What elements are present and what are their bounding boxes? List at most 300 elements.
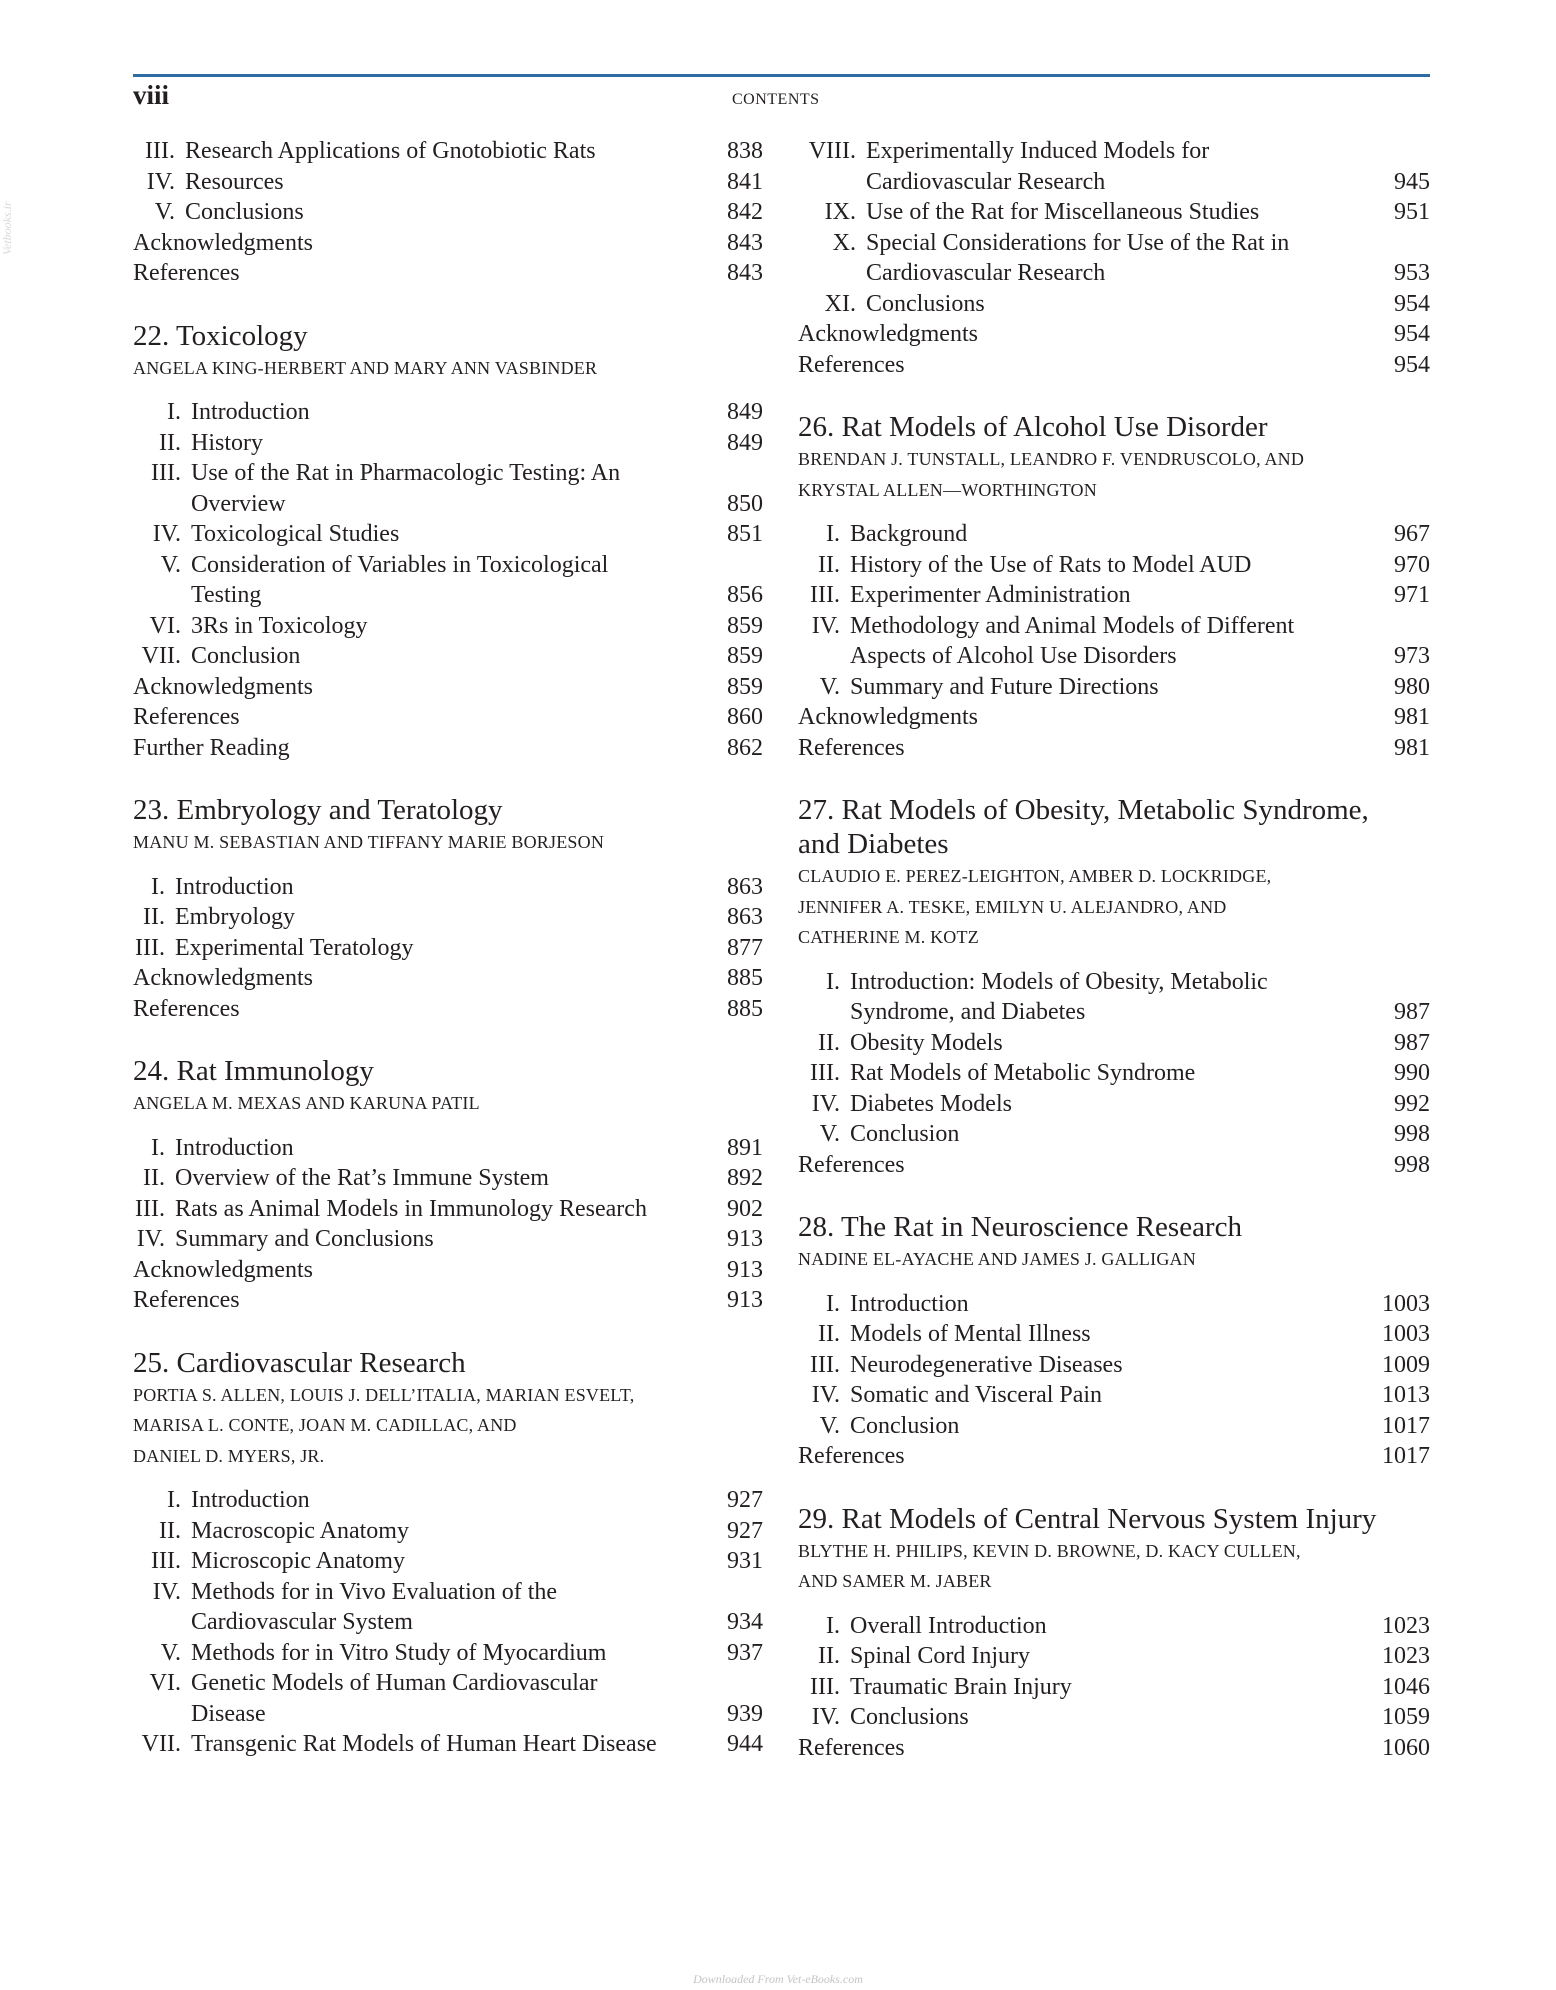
chapter-authors (798, 861, 1430, 953)
toc-entry[interactable] (133, 1224, 763, 1255)
author-line: DANIEL D. MYERS, JR. (133, 1445, 325, 1466)
entry-title: Genetic Models of Human Cardiovascular (191, 1670, 598, 1696)
page-number: 1059 (1382, 1704, 1430, 1730)
page-number: 927 (727, 1487, 763, 1513)
entry-list (798, 1289, 1430, 1492)
roman-numeral: III. (151, 460, 181, 486)
entry-title: Conclusions (850, 1704, 969, 1730)
toc-entry[interactable] (798, 1733, 1430, 1764)
page-number: 885 (727, 995, 763, 1022)
entry-title: References (798, 1734, 905, 1761)
roman-numeral: IX. (824, 199, 856, 225)
page-number: 842 (727, 199, 763, 225)
entry-title: Introduction: Models of Obesity, Metabolic (850, 968, 1268, 995)
page-number: 913 (727, 1226, 763, 1252)
toc-entry[interactable] (133, 1163, 763, 1194)
page-number: 892 (727, 1165, 763, 1191)
roman-numeral: III. (810, 1673, 840, 1700)
entry-title: Use of the Rat in Pharmacologic Testing: An (191, 460, 621, 486)
left-column (133, 136, 763, 1780)
roman-numeral: IV. (136, 1226, 165, 1252)
chapter-title[interactable]: 23. Embryology and Teratology (133, 794, 503, 826)
section-gap (798, 1472, 1430, 1492)
page-number: 1023 (1382, 1643, 1430, 1669)
toc-entry[interactable] (798, 319, 1430, 350)
toc-entry[interactable] (798, 1672, 1430, 1703)
header-rule (133, 74, 1430, 77)
roman-numeral: V. (819, 1121, 840, 1147)
entry-title: Transgenic Rat Models of Human Heart Disease (191, 1731, 657, 1757)
entry-title-continued: Cardiovascular Research (866, 260, 1106, 286)
chapter-title[interactable]: 29. Rat Models of Central Nervous System Injury (798, 1502, 1377, 1535)
toc-entry[interactable] (133, 397, 763, 428)
toc-entry[interactable] (133, 1729, 763, 1760)
entry-title: Introduction (191, 399, 310, 425)
entry-title: Consideration of Variables in Toxicological (191, 551, 609, 578)
chapter-authors: ANGELA KING-HERBERT AND MARY ANN VASBINDER (133, 357, 598, 378)
roman-numeral: IV. (146, 168, 175, 195)
toc-entry[interactable] (133, 167, 763, 198)
chapter-authors: MANU M. SEBASTIAN AND TIFFANY MARIE BORJESON (133, 832, 605, 852)
page-number: 927 (727, 1517, 763, 1544)
chapter-title[interactable] (798, 793, 1430, 861)
page-number: 967 (1394, 521, 1430, 547)
toc-entry[interactable] (133, 1133, 763, 1164)
entry-title: Background (850, 521, 968, 547)
entry-list (133, 872, 763, 1045)
entry-title: Conclusion (191, 643, 301, 669)
roman-numeral: V. (160, 551, 181, 578)
toc-entry[interactable] (133, 1668, 763, 1729)
entry-title: Introduction (850, 1290, 969, 1317)
toc-entry[interactable] (798, 519, 1430, 550)
section-gap (133, 763, 763, 783)
toc-entry[interactable] (798, 580, 1430, 611)
page-number: 891 (727, 1134, 763, 1161)
roman-numeral: V. (160, 1639, 181, 1666)
toc-entry[interactable] (133, 258, 763, 289)
page-number: 934 (727, 1609, 763, 1635)
entry-title: Methods for in Vivo Evaluation of the (191, 1578, 558, 1605)
page-number: 970 (1394, 551, 1430, 578)
section-gap (798, 763, 1430, 783)
toc-entry[interactable] (798, 289, 1430, 320)
page-number: 954 (1394, 321, 1430, 347)
entry-title: Acknowledgments (798, 704, 978, 730)
page-number: 1013 (1382, 1382, 1430, 1408)
entry-title: Use of the Rat for Miscellaneous Studies (866, 199, 1260, 225)
roman-numeral: I. (151, 1134, 165, 1161)
page-number: 863 (727, 904, 763, 930)
roman-numeral: I. (826, 521, 840, 547)
section-gap (133, 1760, 763, 1780)
toc-entry[interactable] (798, 197, 1430, 228)
entry-list (798, 519, 1430, 783)
author-line: CATHERINE M. KOTZ (798, 927, 979, 947)
page-number: 860 (727, 704, 763, 730)
chapter-28 (798, 1210, 1430, 1492)
toc-entry[interactable] (133, 1638, 763, 1669)
chapter-23 (133, 793, 763, 1044)
section-gap (133, 289, 763, 309)
toc-entry[interactable] (798, 1119, 1430, 1150)
toc-entry[interactable] (133, 458, 763, 519)
roman-numeral: VI. (149, 612, 181, 639)
entry-title: References (133, 704, 240, 730)
entry-title: Neurodegenerative Diseases (850, 1351, 1123, 1378)
entry-title-continued: Syndrome, and Diabetes (850, 999, 1086, 1025)
toc-entry[interactable] (798, 228, 1430, 289)
entry-title: History (191, 429, 263, 456)
page-number: 838 (727, 138, 763, 164)
watermark: Vetbooks.ir (0, 201, 14, 255)
toc-entry[interactable] (133, 1516, 763, 1547)
toc-entry[interactable] (798, 702, 1430, 733)
entry-title-continued: Cardiovascular Research (866, 168, 1106, 195)
roman-numeral: V. (819, 1412, 840, 1439)
toc-entry[interactable] (133, 902, 763, 933)
toc-entry[interactable] (133, 197, 763, 228)
entry-title: Introduction (175, 873, 294, 900)
entry-title: Research Applications of Gnotobiotic Rats (185, 138, 596, 164)
entry-title: References (133, 1287, 240, 1313)
entry-title: Further Reading (133, 734, 290, 761)
toc-entry[interactable] (133, 702, 763, 733)
page-number: 843 (727, 260, 763, 286)
toc-entry[interactable] (798, 350, 1430, 381)
page-number: 951 (1394, 199, 1430, 225)
toc-entry[interactable] (798, 1641, 1430, 1672)
roman-numeral: II. (159, 1517, 181, 1544)
toc-entry[interactable] (133, 136, 763, 167)
author-line: MARISA L. CONTE, JOAN M. CADILLAC, AND (133, 1415, 517, 1435)
page-number: 1003 (1382, 1290, 1430, 1317)
entry-title: Acknowledgments (798, 321, 978, 347)
page-number: 973 (1394, 643, 1430, 669)
entry-title: History of the Use of Rats to Model AUD (850, 551, 1252, 578)
toc-entry[interactable] (798, 1380, 1430, 1411)
roman-numeral: X. (832, 229, 856, 256)
section-gap (798, 380, 1430, 400)
toc-entry[interactable] (133, 733, 763, 764)
entry-title: Overview of the Rat’s Immune System (175, 1165, 549, 1191)
chapter-25 (133, 1346, 763, 1780)
chapter-title[interactable]: 25. Cardiovascular Research (133, 1346, 466, 1379)
entry-title: Rats as Animal Models in Immunology Research (175, 1195, 647, 1222)
page-number: 998 (1394, 1121, 1430, 1147)
roman-numeral: IV. (152, 1578, 181, 1605)
chapter-27 (798, 793, 1430, 1200)
author-line: JENNIFER A. TESKE, EMILYN U. ALEJANDRO, AND (798, 896, 1227, 917)
roman-numeral: VI. (149, 1670, 181, 1696)
toc-entry[interactable] (133, 611, 763, 642)
toc-entry[interactable] (133, 1255, 763, 1286)
page-number: 981 (1394, 704, 1430, 730)
chapter-title[interactable]: 28. The Rat in Neuroscience Research (798, 1211, 1242, 1243)
roman-numeral: I. (167, 1487, 181, 1513)
roman-numeral: III. (145, 138, 175, 164)
page-number: 849 (727, 429, 763, 456)
toc-entry[interactable] (133, 519, 763, 550)
entry-title: Introduction (191, 1487, 310, 1513)
entry-title-continued: Testing (191, 582, 262, 608)
entry-title: Summary and Conclusions (175, 1226, 434, 1252)
footer-note: Downloaded From Vet-eBooks.com (693, 1972, 863, 1986)
section-gap (798, 1763, 1430, 1783)
page-number: 1017 (1382, 1443, 1430, 1469)
entry-title: Methods for in Vitro Study of Myocardium (191, 1639, 607, 1666)
prelude-list (133, 136, 763, 309)
entry-title: Acknowledgments (133, 965, 313, 991)
roman-numeral: III. (151, 1548, 181, 1574)
chapter-authors: ANGELA M. MEXAS AND KARUNA PATIL (133, 1093, 480, 1113)
toc-entry[interactable] (133, 428, 763, 459)
entry-list (798, 1611, 1430, 1784)
running-head: CONTENTS (732, 91, 820, 108)
section-gap (133, 1024, 763, 1044)
chapter-authors: NADINE EL-AYACHE AND JAMES J. GALLIGAN (798, 1249, 1196, 1269)
page-number: 954 (1394, 351, 1430, 378)
roman-numeral: XI. (824, 290, 856, 317)
toc-entry[interactable] (798, 1411, 1430, 1442)
roman-numeral: II. (159, 429, 181, 456)
roman-numeral: III. (135, 934, 165, 961)
entry-title-continued: Disease (191, 1700, 266, 1727)
entry-title: References (798, 734, 905, 761)
roman-numeral: I. (826, 1290, 840, 1317)
page-number: 885 (727, 965, 763, 991)
roman-numeral: III. (810, 1060, 840, 1086)
page-number: 939 (727, 1700, 763, 1727)
entry-title: Special Considerations for Use of the Rat in (866, 229, 1290, 256)
toc-entry[interactable] (798, 136, 1430, 197)
entry-list (133, 1485, 763, 1780)
page-number: 913 (727, 1287, 763, 1313)
page-number: 913 (727, 1256, 763, 1283)
page-number: 931 (727, 1548, 763, 1574)
chapter-authors (798, 444, 1430, 505)
right-column (798, 136, 1430, 1783)
author-line: CLAUDIO E. PEREZ-LEIGHTON, AMBER D. LOCKRIDGE, (798, 866, 1272, 886)
entry-title: Overall Introduction (850, 1612, 1047, 1639)
entry-title: Diabetes Models (850, 1090, 1012, 1117)
page-number: 859 (727, 643, 763, 669)
toc-entry[interactable] (798, 611, 1430, 672)
toc-entry[interactable] (798, 672, 1430, 703)
entry-title: Acknowledgments (133, 673, 313, 700)
toc-entry[interactable] (798, 967, 1430, 1028)
toc-entry[interactable] (133, 1577, 763, 1638)
page-number: 1023 (1382, 1612, 1430, 1639)
page-number: 849 (727, 399, 763, 425)
author-line: PORTIA S. ALLEN, LOUIS J. DELL’ITALIA, MARIAN ESVELT, (133, 1384, 635, 1405)
toc-entry[interactable] (133, 228, 763, 259)
roman-numeral: IV. (811, 612, 840, 639)
toc-entry[interactable] (798, 1028, 1430, 1059)
entry-title: Embryology (175, 904, 295, 930)
roman-numeral: VII. (141, 643, 181, 669)
entry-title: 3Rs in Toxicology (191, 612, 368, 639)
page-number: 987 (1394, 1029, 1430, 1056)
author-line: KRYSTAL ALLEN—WORTHINGTON (798, 479, 1097, 500)
page-number: 971 (1394, 582, 1430, 608)
title-line: 27. Rat Models of Obesity, Metabolic Syndrome, (798, 794, 1369, 826)
page-number: 1060 (1382, 1734, 1430, 1761)
entry-list (133, 397, 763, 783)
roman-numeral: IV. (152, 521, 181, 547)
roman-numeral: II. (818, 1029, 840, 1056)
page-number: 862 (727, 734, 763, 761)
page-number: 954 (1394, 290, 1430, 317)
page-number: 863 (727, 873, 763, 900)
roman-numeral: VII. (141, 1731, 181, 1757)
roman-numeral: II. (143, 904, 165, 930)
page-number: 945 (1394, 168, 1430, 195)
entry-title: Conclusion (850, 1121, 960, 1147)
chapter-24 (133, 1054, 763, 1336)
page-number: 851 (727, 521, 763, 547)
page-number: 998 (1394, 1151, 1430, 1178)
page-number: 902 (727, 1195, 763, 1222)
toc-entry[interactable] (798, 1058, 1430, 1089)
page-number: 990 (1394, 1060, 1430, 1086)
page-number: 981 (1394, 734, 1430, 761)
entry-title: References (133, 260, 240, 286)
page-number: 841 (727, 168, 763, 195)
author-line: BLYTHE H. PHILIPS, KEVIN D. BROWNE, D. KACY CULLEN, (798, 1540, 1301, 1561)
entry-title: Obesity Models (850, 1029, 1003, 1056)
toc-entry[interactable] (133, 1485, 763, 1516)
page-number: 944 (727, 1731, 763, 1757)
chapter-title[interactable]: 26. Rat Models of Alcohol Use Disorder (798, 411, 1268, 443)
entry-title: Spinal Cord Injury (850, 1643, 1030, 1669)
page-number: 992 (1394, 1090, 1430, 1117)
toc-entry[interactable] (798, 1441, 1430, 1472)
section-gap (798, 1180, 1430, 1200)
page-number: 877 (727, 934, 763, 961)
toc-entry[interactable] (133, 1546, 763, 1577)
toc-entry[interactable] (133, 963, 763, 994)
chapter-22 (133, 319, 763, 784)
entry-title: References (798, 351, 905, 378)
toc-entry[interactable] (798, 733, 1430, 764)
entry-title: Experimentally Induced Models for (866, 138, 1210, 164)
chapter-title[interactable]: 24. Rat Immunology (133, 1055, 374, 1087)
toc-entry[interactable] (133, 641, 763, 672)
toc-entry[interactable] (798, 1150, 1430, 1181)
entry-title: Introduction (175, 1134, 294, 1161)
roman-numeral: II. (143, 1165, 165, 1191)
page-number: 859 (727, 673, 763, 700)
entry-title: Models of Mental Illness (850, 1321, 1091, 1347)
roman-numeral: IV. (811, 1382, 840, 1408)
entry-title: References (798, 1151, 905, 1178)
author-line: AND SAMER M. JABER (798, 1571, 992, 1591)
toc-entry[interactable] (798, 1289, 1430, 1320)
roman-numeral: IV. (811, 1704, 840, 1730)
roman-numeral: II. (818, 1321, 840, 1347)
page-number: 980 (1394, 673, 1430, 700)
entry-title: Resources (185, 168, 284, 195)
entry-title: Experimenter Administration (850, 582, 1131, 608)
entry-title: Acknowledgments (133, 229, 313, 256)
roman-numeral: V. (154, 199, 175, 225)
toc-entry[interactable] (798, 1089, 1430, 1120)
toc-entry[interactable] (798, 1350, 1430, 1381)
chapter-29 (798, 1502, 1430, 1784)
page-number: 937 (727, 1639, 763, 1666)
entry-title: Traumatic Brain Injury (850, 1673, 1072, 1700)
toc-entry[interactable] (133, 872, 763, 903)
page-number: 1009 (1382, 1351, 1430, 1378)
entry-title: Experimental Teratology (175, 934, 414, 961)
toc-entry[interactable] (133, 933, 763, 964)
page-number: 856 (727, 582, 763, 608)
entry-title: Microscopic Anatomy (191, 1548, 405, 1574)
roman-numeral: I. (151, 873, 165, 900)
chapter-title[interactable]: 22. Toxicology (133, 319, 308, 352)
page-number: 1046 (1382, 1673, 1430, 1700)
toc-entry[interactable] (133, 672, 763, 703)
page-number: 850 (727, 490, 763, 517)
entry-title: Summary and Future Directions (850, 673, 1159, 700)
toc-entry[interactable] (133, 550, 763, 611)
roman-numeral: I. (167, 399, 181, 425)
entry-title: References (798, 1443, 905, 1469)
roman-numeral: I. (826, 1612, 840, 1639)
roman-numeral: III. (810, 582, 840, 608)
page-number: 987 (1394, 999, 1430, 1025)
entry-title: Macroscopic Anatomy (191, 1517, 409, 1544)
entry-title: Toxicological Studies (191, 521, 400, 547)
toc-entry[interactable] (798, 1319, 1430, 1350)
author-line: BRENDAN J. TUNSTALL, LEANDRO F. VENDRUSCOLO, AND (798, 449, 1305, 469)
toc-entry[interactable] (133, 994, 763, 1025)
toc-entry[interactable] (798, 550, 1430, 581)
entry-title-continued: Aspects of Alcohol Use Disorders (850, 643, 1177, 669)
entry-title-continued: Overview (191, 490, 286, 517)
roman-numeral: III. (810, 1351, 840, 1378)
entry-title: Acknowledgments (133, 1256, 313, 1283)
entry-list (798, 967, 1430, 1201)
page-number: 1003 (1382, 1321, 1430, 1347)
toc-entry[interactable] (798, 1702, 1430, 1733)
roman-numeral: V. (819, 673, 840, 700)
roman-numeral: I. (826, 968, 840, 995)
entry-title: References (133, 995, 240, 1022)
entry-title: Somatic and Visceral Pain (850, 1382, 1103, 1408)
toc-entry[interactable] (798, 1611, 1430, 1642)
roman-numeral: II. (818, 551, 840, 578)
page-number: 843 (727, 229, 763, 256)
section-gap (133, 1316, 763, 1336)
page-number: 953 (1394, 260, 1430, 286)
entry-title: Rat Models of Metabolic Syndrome (850, 1060, 1196, 1086)
prelude-list (798, 136, 1430, 400)
toc-entry[interactable] (133, 1194, 763, 1225)
entry-title: Methodology and Animal Models of Different (850, 612, 1295, 639)
entry-title: Conclusions (185, 199, 304, 225)
page-number: viii (133, 80, 170, 110)
roman-numeral: VIII. (808, 138, 856, 164)
roman-numeral: IV. (811, 1090, 840, 1117)
page-number: 859 (727, 612, 763, 639)
toc-entry[interactable] (133, 1285, 763, 1316)
chapter-26 (798, 410, 1430, 783)
entry-title-continued: Cardiovascular System (191, 1609, 413, 1635)
entry-list (133, 1133, 763, 1336)
entry-title: Conclusion (850, 1412, 960, 1439)
